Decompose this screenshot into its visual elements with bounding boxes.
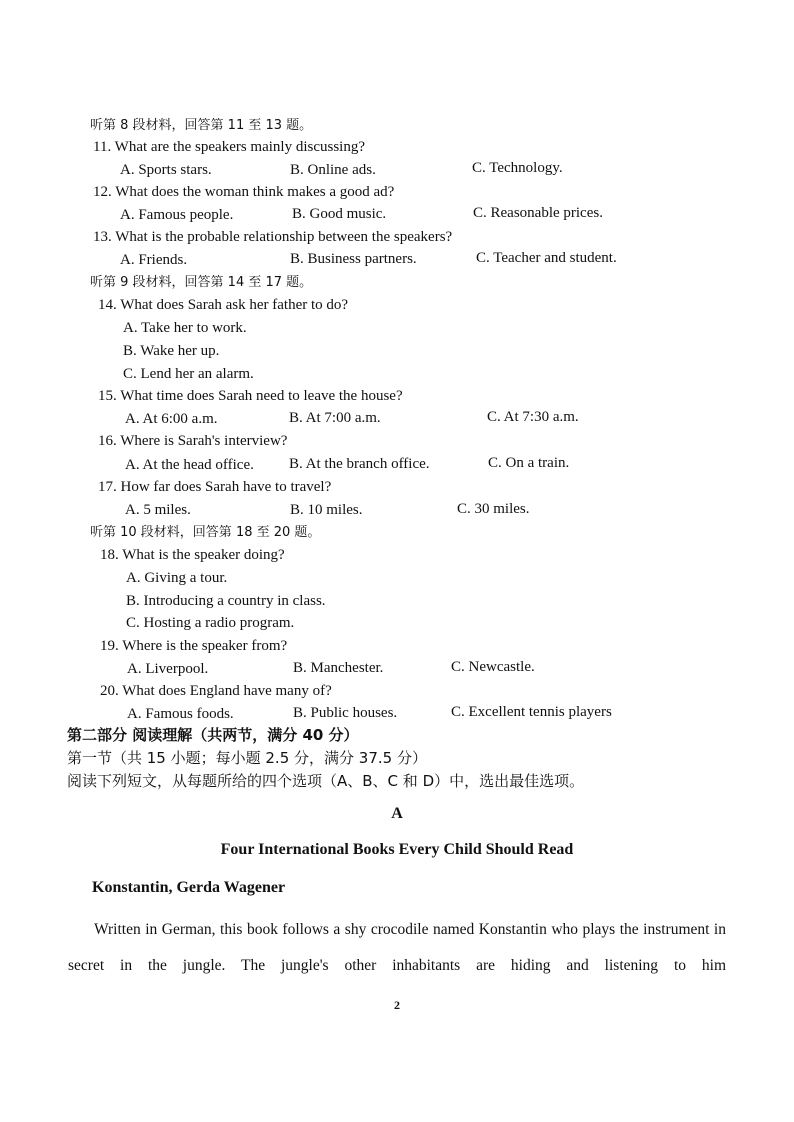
option-c: C. Newcastle. <box>451 659 535 675</box>
option-c: C. Excellent tennis players <box>451 704 612 720</box>
question-stem: 14. What does Sarah ask her father to do? <box>98 297 349 313</box>
option-b: B. Wake her up. <box>123 343 220 359</box>
question-stem: 17. How far does Sarah have to travel? <box>98 479 332 495</box>
section-10-header: 听第 10 段材料，回答第 18 至 20 题。 <box>90 525 321 540</box>
option-c: C. Hosting a radio program. <box>126 615 295 631</box>
option-a: A. Giving a tour. <box>126 570 228 586</box>
book-1-paragraph: Written in German, this book follows a shy crocodile named Konstantin who plays the instrument in secret in the jungle. The jungle's other inhabitants are hiding and listening to him <box>68 921 726 974</box>
option-b: B. Public houses. <box>293 705 398 721</box>
option-a: A. Take her to work. <box>123 320 247 336</box>
option-c: C. Technology. <box>472 160 563 176</box>
question-stem: 18. What is the speaker doing? <box>100 547 285 563</box>
passage-title: Four International Books Every Child Should Read <box>220 841 574 858</box>
question-stem: 12. What does the woman think makes a good ad? <box>93 184 395 200</box>
option-b: B. At the branch office. <box>289 456 430 472</box>
option-c: C. 30 miles. <box>457 501 530 517</box>
option-a: A. At 6:00 a.m. <box>125 411 218 427</box>
part-2-title: 第二部分 阅读理解（共两节，满分 40 分） <box>67 726 359 744</box>
option-b: B. Manchester. <box>293 660 384 676</box>
question-stem: 13. What is the probable relationship between the speakers? <box>93 229 453 245</box>
question-stem: 20. What does England have many of? <box>100 683 332 699</box>
option-a: A. At the head office. <box>125 457 254 473</box>
part-2-instructions: 阅读下列短文，从每题所给的四个选项（A、B、C 和 D）中，选出最佳选项。 <box>67 772 585 790</box>
option-b: B. 10 miles. <box>290 502 363 518</box>
option-a: A. Famous people. <box>120 207 234 223</box>
option-b: B. Introducing a country in class. <box>126 593 326 609</box>
option-c: C. At 7:30 a.m. <box>487 409 579 425</box>
question-stem: 11. What are the speakers mainly discussing? <box>93 139 366 155</box>
option-b: B. Business partners. <box>290 251 417 267</box>
option-b: B. Good music. <box>292 206 387 222</box>
page-number: 2 <box>394 998 400 1012</box>
option-a: A. Liverpool. <box>127 661 209 677</box>
option-a: A. Friends. <box>120 252 188 268</box>
option-c: C. On a train. <box>488 455 570 471</box>
option-b: B. Online ads. <box>290 162 376 178</box>
section-9-header: 听第 9 段材料，回答第 14 至 17 题。 <box>90 275 313 290</box>
option-a: A. Famous foods. <box>127 706 234 722</box>
option-a: A. Sports stars. <box>120 162 212 178</box>
option-c: C. Lend her an alarm. <box>123 366 254 382</box>
option-b: B. At 7:00 a.m. <box>289 410 381 426</box>
part-2-section-1: 第一节（共 15 小题；每小题 2.5 分，满分 37.5 分） <box>67 749 427 767</box>
option-c: C. Teacher and student. <box>476 250 617 266</box>
question-stem: 19. Where is the speaker from? <box>100 638 288 654</box>
question-stem: 15. What time does Sarah need to leave the house? <box>98 388 403 404</box>
option-a: A. 5 miles. <box>125 502 191 518</box>
passage-letter: A <box>391 805 403 822</box>
question-stem: 16. Where is Sarah's interview? <box>98 433 288 449</box>
book-1-title: Konstantin, Gerda Wagener <box>92 879 286 896</box>
section-8-header: 听第 8 段材料，回答第 11 至 13 题。 <box>90 118 313 133</box>
option-c: C. Reasonable prices. <box>473 205 603 221</box>
